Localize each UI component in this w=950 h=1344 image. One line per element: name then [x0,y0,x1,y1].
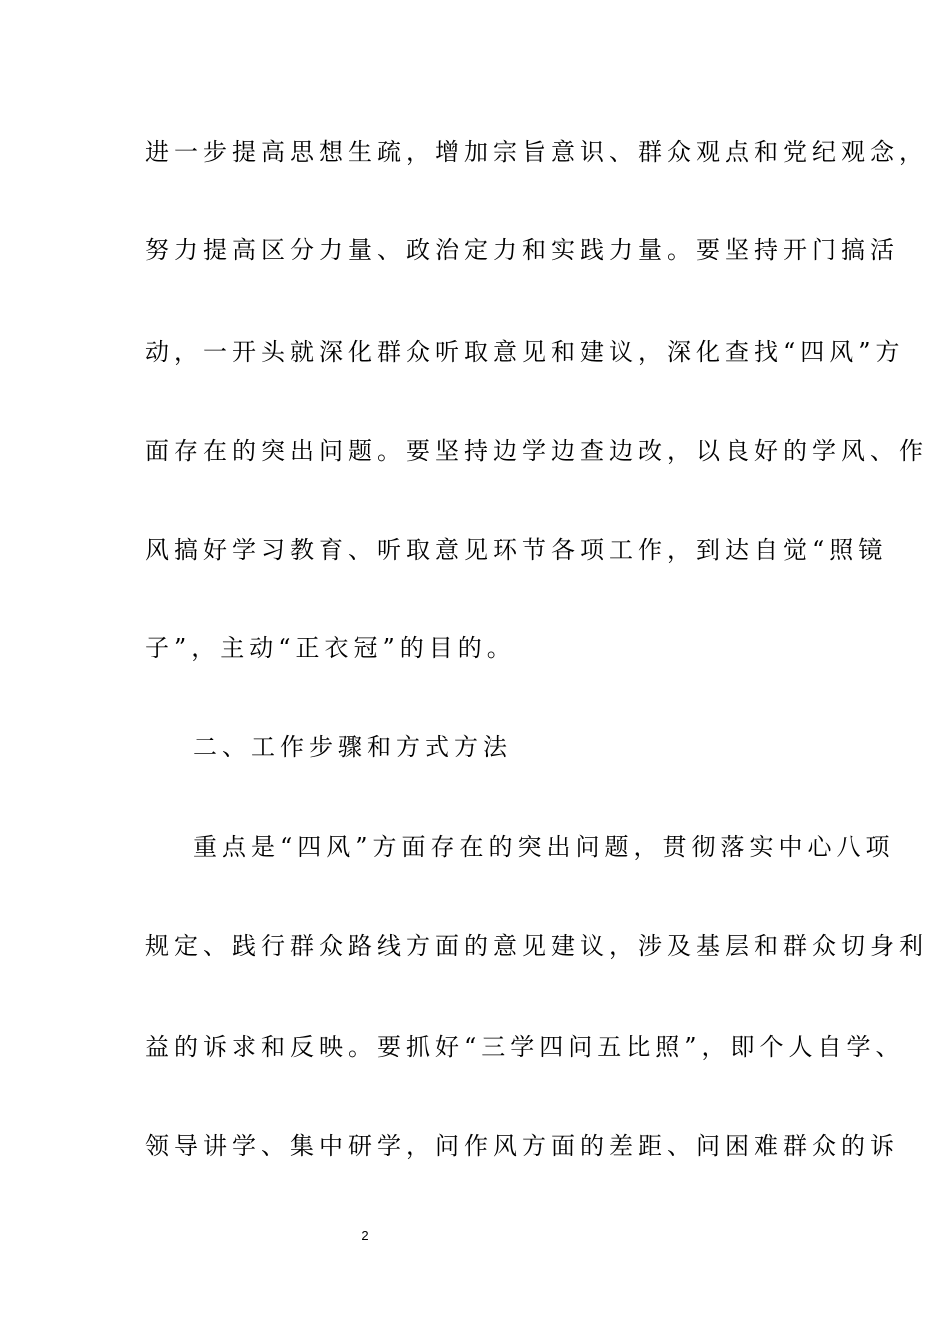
paragraph-line: 进一步提高思想生疏，增加宗旨意识、群众观点和党纪观念， [145,138,928,166]
paragraph-line: 重点是“四风”方面存在的突出问题，贯彻落实中心八项 [193,833,895,861]
paragraph-line: 领导讲学、集中研学，问作风方面的差距、问困难群众的诉 [145,1132,899,1160]
paragraph-line: 规定、践行群众路线方面的意见建议，涉及基层和群众切身利 [145,932,928,960]
paragraph-line: 面存在的突出问题。要坚持边学边查边改，以良好的学风、作 [145,437,928,465]
paragraph-line: 子”，主动“正衣冠”的目的。 [145,634,516,662]
paragraph-line: 益的诉求和反映。要抓好“三学四问五比照”，即个人自学、 [145,1033,905,1061]
paragraph-line: 动，一开头就深化群众听取意见和建议，深化查找“四风”方 [145,338,905,366]
paragraph-line: 风搞好学习教育、听取意见环节各项工作，到达自觉“照镜 [145,536,888,564]
paragraph-line: 努力提高区分力量、政治定力和实践力量。要坚持开门搞活 [145,236,899,264]
page-number: 2 [361,1228,369,1243]
section-heading: 二、工作步骤和方式方法 [193,733,512,761]
